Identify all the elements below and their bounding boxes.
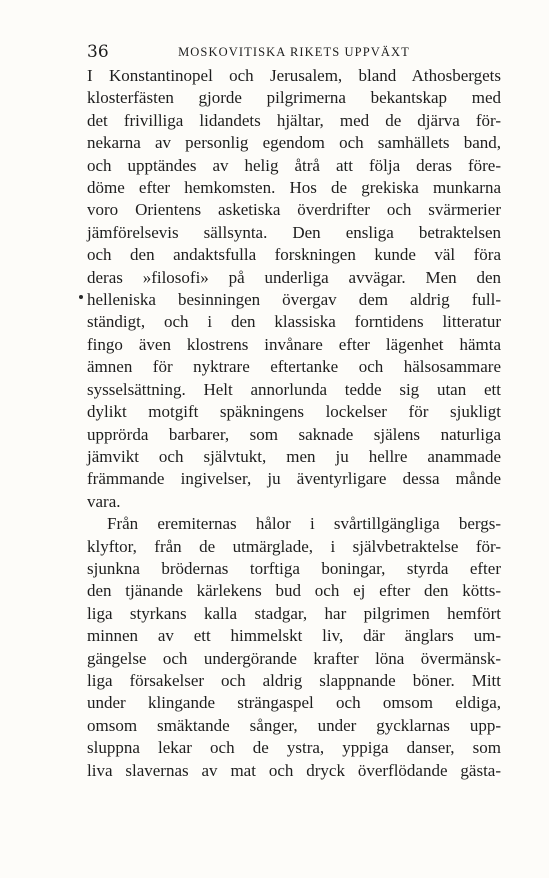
text-line: liva slavernas av mat och dryck överflödande gästa-: [87, 760, 501, 780]
text-line: Från eremiternas hålor i svårtillgängliga bergs-: [107, 514, 501, 534]
text-line: helleniska besinningen övergav dem aldrig full-: [87, 290, 501, 310]
text-line: liga försakelser och aldrig slappnande böner. Mitt: [87, 670, 501, 690]
text-line: och upptändes av helig åtrå att följa deras före-: [87, 155, 501, 175]
text-line: sjunkna brödernas torftiga boningar, styrda efter: [87, 558, 501, 578]
text-line: ämnen för nyktrare eftertanke och hälsosammare: [87, 357, 501, 377]
text-line: nekarna av personlig egendom och samhällets band,: [87, 133, 501, 153]
text-line: jämförelsevis sällsynta. Den ensliga betraktelsen: [87, 222, 501, 242]
text-line: ständigt, och i den klassiska forntidens litteratur: [87, 312, 501, 332]
text-line: klyftor, från de utmärglade, i självbetraktelse för-: [87, 536, 501, 556]
text-line: och den andaktsfulla forskningen kunde väl föra: [87, 245, 501, 265]
paragraph-1: [87, 65, 501, 513]
text-line: jämvikt och självtukt, men ju hellre anammade: [87, 446, 501, 466]
text-line: döme efter hemkomsten. Hos de grekiska munkarna: [87, 178, 501, 198]
text-line: liga styrkans kalla stadgar, har pilgrimen hemfört: [87, 603, 501, 623]
text-line: minnen av ett himmelskt liv, där änglars um-: [87, 626, 501, 646]
running-head: MOSKOVITISKA RIKETS UPPVÄXT: [178, 45, 410, 59]
text-line: den tjänande kärlekens bud och ej efter den kötts-: [87, 581, 501, 601]
text-line: under klingande strängaspel och omsom eldiga,: [87, 693, 501, 713]
text-line: sluppna lekar och de ystra, yppiga danser, som: [87, 738, 501, 758]
text-line: upprörda barbarer, som saknade själens naturliga: [87, 424, 501, 444]
page-header: [87, 40, 501, 64]
text-line: främmande ingivelser, ju äventyrligare dessa månde: [87, 469, 501, 489]
text-line: det frivilliga lidandets hjältar, med de djärva för-: [87, 110, 501, 130]
text-line: I Konstantinopel och Jerusalem, bland Athosbergets: [87, 66, 501, 85]
paragraph-2: [87, 513, 501, 782]
text-line: fingo även klostrens invånare efter lägenhet hämta: [87, 334, 501, 354]
text-line: voro Orientens asketiska överdrifter och svärmerier: [87, 200, 501, 220]
text-line: omsom smäktande sånger, under gycklarnas upp-: [87, 715, 501, 735]
text-line: vara.: [87, 491, 121, 511]
text-line: gängelse och undergörande krafter löna övermänsk-: [87, 648, 501, 668]
text-line: dylikt motgift späkningens lockelser för sjukligt: [87, 402, 501, 422]
text-line: deras »filosofi» på underliga avvägar. Men den: [87, 267, 501, 287]
text-line: sysselsättning. Helt annorlunda tedde sig utan ett: [87, 379, 501, 399]
page-number: 36: [87, 42, 109, 62]
body-text: [87, 65, 501, 782]
margin-mark: [79, 295, 83, 299]
text-line: klosterfästen gjorde pilgrimerna bekantskap med: [87, 88, 501, 108]
